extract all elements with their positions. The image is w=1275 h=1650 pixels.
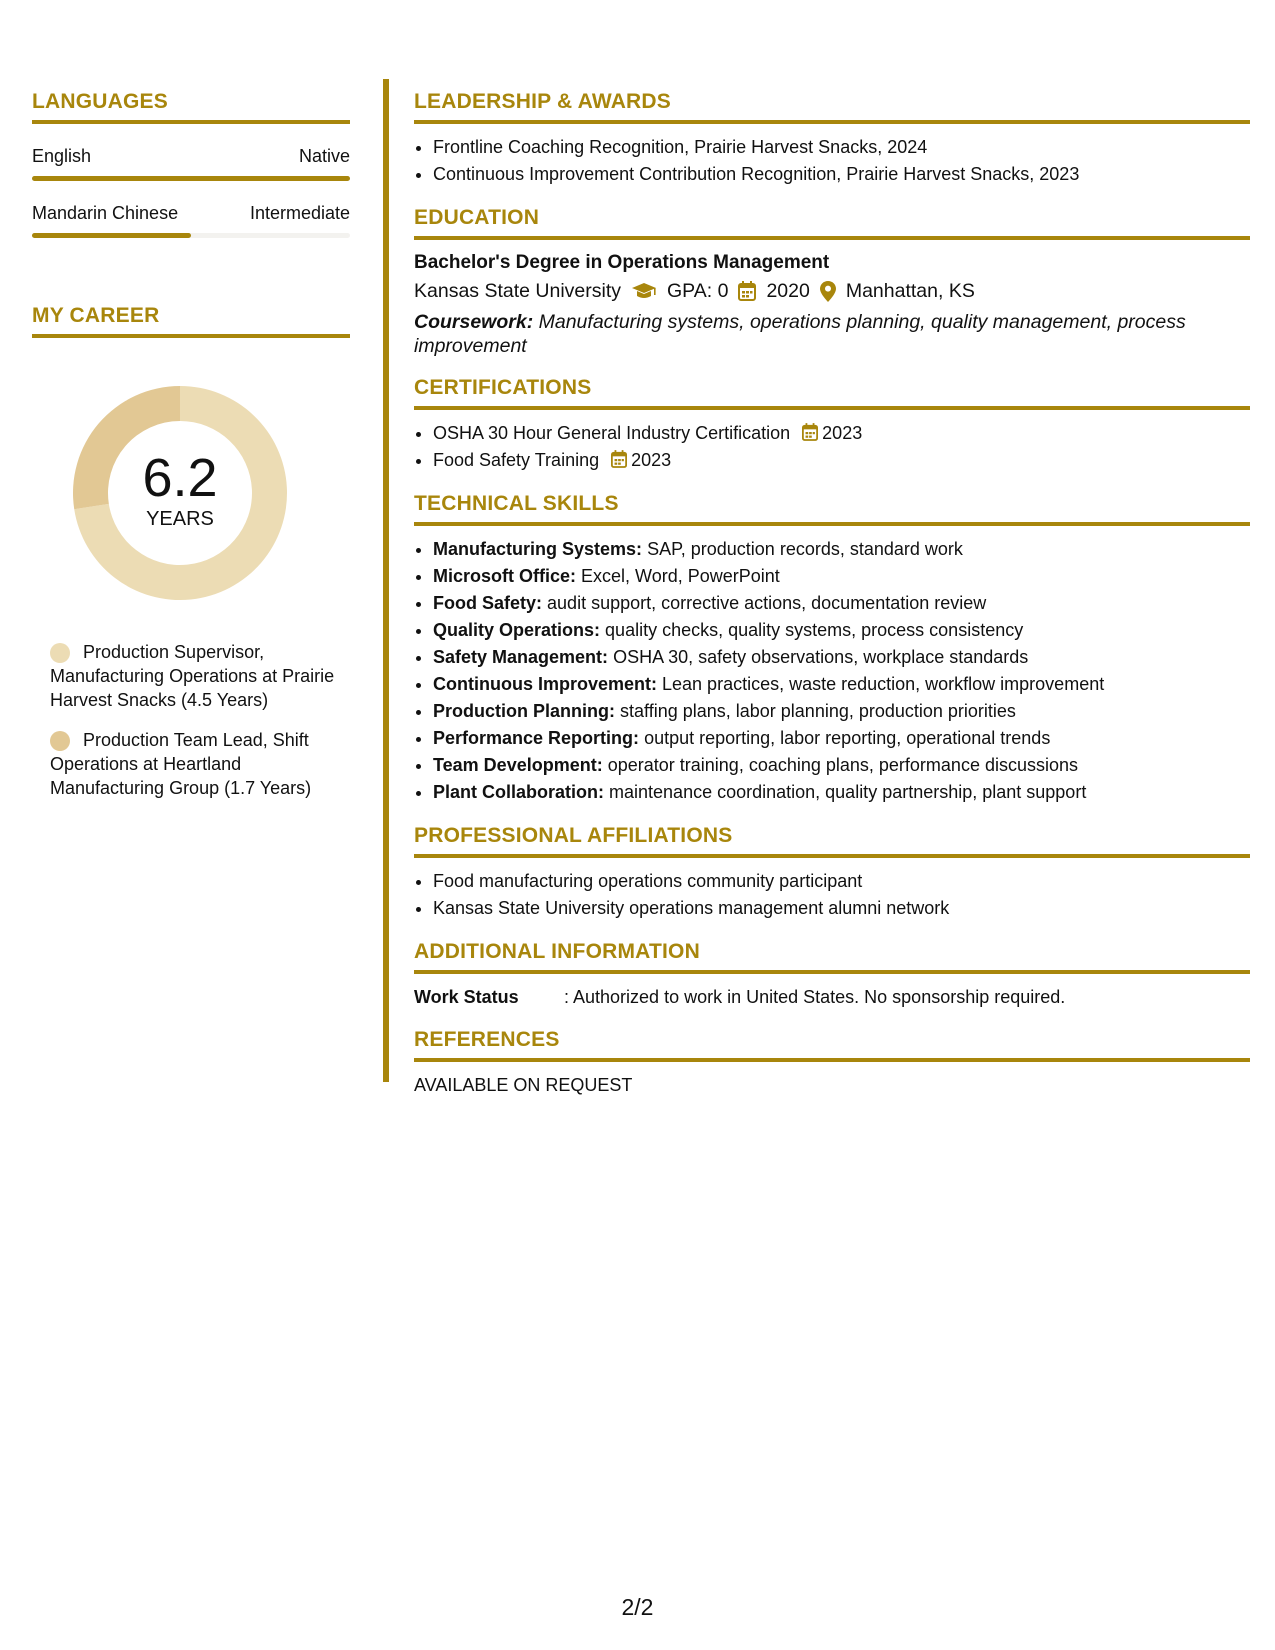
skill-value: maintenance coordination, quality partnership, plant support (609, 782, 1087, 802)
legend-dot-icon (50, 731, 70, 751)
list-item: • Frontline Coaching Recognition, Prairie Harvest Snacks, 2024 (433, 134, 1250, 161)
skill-label: Food Safety: (433, 593, 543, 613)
school-location: Manhattan, KS (845, 280, 975, 302)
skill-label: Safety Management: (433, 647, 609, 667)
map-pin-icon (820, 281, 836, 302)
skill-item (433, 536, 1250, 563)
skill-label: Production Planning: (433, 701, 615, 721)
skill-value: OSHA 30, safety observations, workplace standards (613, 647, 1029, 667)
coursework (414, 310, 1250, 358)
graduation-year: 2020 (766, 280, 810, 302)
certification-year: 2023 (822, 423, 863, 443)
column-divider (383, 79, 389, 1082)
skill-item (433, 590, 1250, 617)
certifications-title: CERTIFICATIONS (414, 376, 1250, 410)
list-item: • Food manufacturing operations community participant (433, 868, 1250, 895)
career-legend-item (50, 728, 350, 800)
language-proficiency-bar (32, 233, 350, 238)
skill-item (433, 698, 1250, 725)
school-name: Kansas State University (414, 280, 622, 302)
skill-item (433, 725, 1250, 752)
language-proficiency-fill (32, 233, 191, 238)
career-role-text: Production Team Lead, Shift Operations at Heartland Manufacturing Group (1.7 Years) (50, 730, 312, 798)
skill-value: operator training, coaching plans, performance discussions (607, 755, 1078, 775)
career-role-text: Production Supervisor, Manufacturing Operations at Prairie Harvest Snacks (4.5 Years) (50, 642, 335, 710)
skill-label: Team Development: (433, 755, 603, 775)
career-title: MY CAREER (32, 304, 350, 338)
skill-value: Lean practices, waste reduction, workflow improvement (662, 674, 1105, 694)
skill-value: Excel, Word, PowerPoint (581, 566, 780, 586)
additional-info-title: ADDITIONAL INFORMATION (414, 940, 1250, 974)
right-column (414, 90, 1250, 1116)
education-section (414, 206, 1250, 358)
affiliations-section (414, 824, 1250, 922)
references-text: AVAILABLE ON REQUEST (414, 1075, 633, 1095)
career-donut-chart (65, 378, 295, 608)
skill-label: Manufacturing Systems: (433, 539, 643, 559)
certification-item (433, 420, 1250, 447)
coursework-label: Coursework: (414, 311, 534, 333)
career-legend (32, 640, 350, 800)
leadership-title: LEADERSHIP & AWARDS (414, 90, 1250, 124)
coursework-text: Manufacturing systems, operations planning, quality management, process improvement (414, 311, 1186, 357)
certifications-section (414, 376, 1250, 474)
gpa: GPA: 0 (667, 280, 729, 302)
certification-item (433, 447, 1250, 474)
skill-label: Performance Reporting: (433, 728, 640, 748)
work-status-label: Work Status (414, 987, 519, 1007)
language-item (32, 146, 350, 181)
references-title: REFERENCES (414, 1028, 1250, 1062)
degree-title: Bachelor's Degree in Operations Management (414, 252, 830, 273)
skill-value: SAP, production records, standard work (647, 539, 963, 559)
skill-label: Continuous Improvement: (433, 674, 657, 694)
skill-value: staffing plans, labor planning, production priorities (620, 701, 1016, 721)
certification-year: 2023 (631, 450, 672, 470)
skills-title: TECHNICAL SKILLS (414, 492, 1250, 526)
legend-dot-icon (50, 643, 70, 663)
language-proficiency-bar (32, 176, 350, 181)
skill-label: Microsoft Office: (433, 566, 577, 586)
career-legend-item (50, 640, 350, 712)
skill-item (433, 563, 1250, 590)
skill-value: output reporting, labor reporting, operational trends (644, 728, 1051, 748)
language-level: Intermediate (249, 203, 350, 223)
skill-item (433, 779, 1250, 806)
page-number: 2/2 (621, 1594, 654, 1620)
education-title: EDUCATION (414, 206, 1250, 240)
work-status-value: : Authorized to work in United States. No sponsorship required. (564, 987, 1066, 1007)
calendar-icon (611, 450, 627, 468)
language-name: English (32, 146, 92, 166)
skill-label: Quality Operations: (433, 620, 601, 640)
graduation-cap-icon (631, 282, 657, 300)
list-item: • Kansas State University operations management alumni network (433, 895, 1250, 922)
skill-item (433, 644, 1250, 671)
certification-name: OSHA 30 Hour General Industry Certification (433, 423, 791, 443)
language-item (32, 203, 350, 238)
skill-value: quality checks, quality systems, process consistency (605, 620, 1024, 640)
skill-item (433, 671, 1250, 698)
left-column (32, 90, 350, 816)
references-section (414, 1028, 1250, 1098)
language-level: Native (298, 146, 350, 166)
skill-label: Plant Collaboration: (433, 782, 604, 802)
skill-value: audit support, corrective actions, documentation review (547, 593, 987, 613)
calendar-icon (802, 423, 818, 441)
career-total-years: 6.2 (142, 448, 218, 508)
skill-item (433, 617, 1250, 644)
additional-info-section (414, 940, 1250, 1010)
language-name: Mandarin Chinese (32, 203, 179, 223)
career-total-unit: YEARS (146, 508, 214, 530)
skill-item (433, 752, 1250, 779)
language-proficiency-fill (32, 176, 350, 181)
skills-section (414, 492, 1250, 806)
certification-name: Food Safety Training (433, 450, 600, 470)
leadership-section (414, 90, 1250, 188)
languages-title: LANGUAGES (32, 90, 350, 124)
affiliations-title: PROFESSIONAL AFFILIATIONS (414, 824, 1250, 858)
list-item: • Continuous Improvement Contribution Recognition, Prairie Harvest Snacks, 2023 (433, 161, 1250, 188)
calendar-icon (738, 281, 756, 301)
